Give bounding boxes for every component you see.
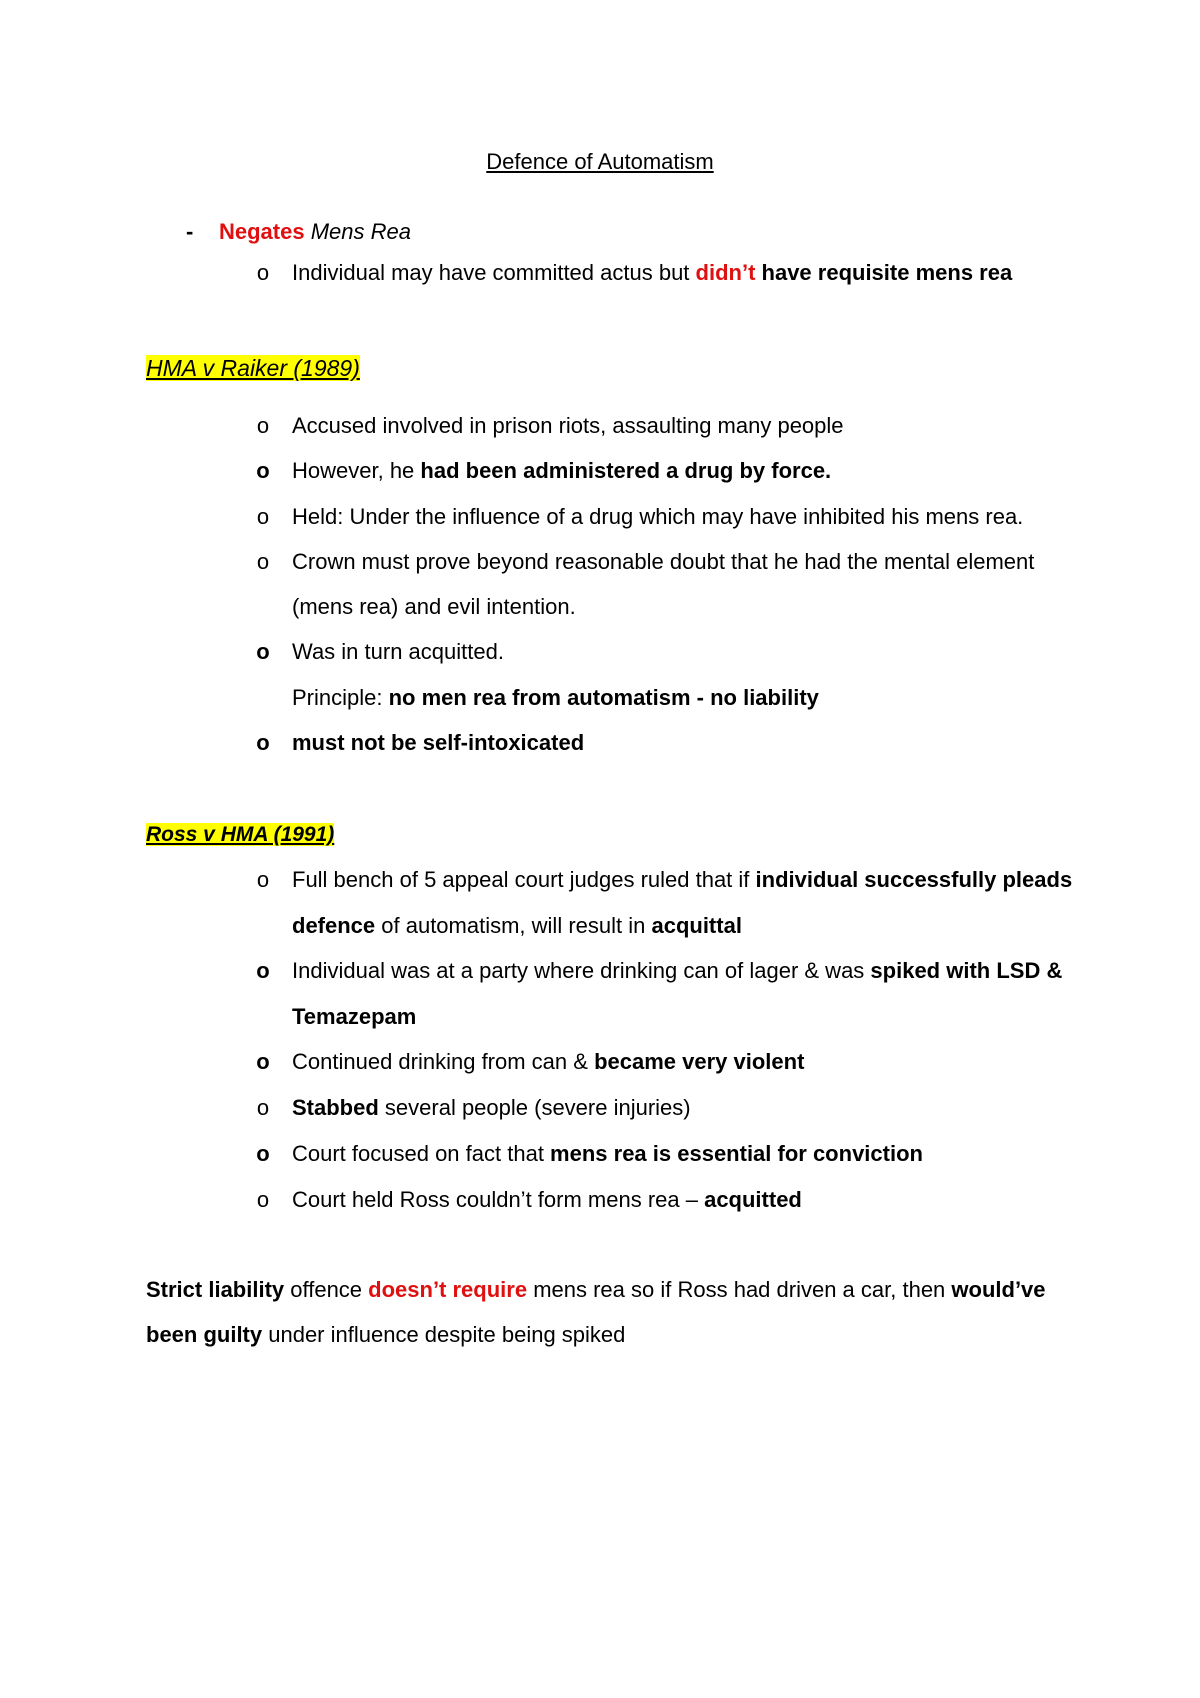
case-heading-ross (146, 821, 334, 849)
list-item: Court held Ross couldn’t form mens rea – acquitted (292, 1187, 802, 1212)
intro-line (219, 218, 411, 246)
circle-bullet-icon: o (256, 413, 270, 438)
principle-line: Principle: no men rea from automatism - no liability (292, 685, 819, 710)
case-heading-raiker (146, 354, 360, 382)
list-item-continuation: (mens rea) and evil intention. (292, 594, 576, 619)
list-item-continuation: Temazepam (292, 1004, 417, 1029)
intro-sub-line (292, 259, 1012, 287)
mens-rea-text: Mens Rea (310, 219, 411, 244)
circle-bullet-icon: o (256, 1141, 270, 1166)
circle-bullet-icon: o (256, 549, 270, 574)
intro-sub-text-2: didn’t (695, 260, 756, 285)
circle-bullet-icon: o (256, 958, 270, 983)
circle-bullet-icon: o (256, 1049, 270, 1074)
list-item: However, he had been administered a drug by force. (292, 458, 832, 483)
dash-bullet: - (186, 219, 194, 244)
circle-bullet-icon: o (256, 1187, 270, 1212)
list-item: must not be self-intoxicated (292, 730, 585, 755)
list-item: Full bench of 5 appeal court judges ruled that if individual successfully pleads (292, 867, 1073, 892)
circle-bullet-icon: o (256, 867, 270, 892)
list-item: Was in turn acquitted. (292, 639, 504, 664)
circle-bullet-icon: o (256, 1095, 270, 1120)
circle-bullet-icon: o (256, 458, 270, 483)
list-item: Court focused on fact that mens rea is essential for conviction (292, 1141, 923, 1166)
conclusion-line-1: Strict liability offence doesn’t require mens rea so if Ross had driven a car, then would’ve (146, 1277, 1046, 1302)
circle-bullet-icon: o (256, 260, 270, 285)
list-item: Continued drinking from can & became very violent (292, 1049, 805, 1074)
list-item: Held: Under the influence of a drug which may have inhibited his mens rea. (292, 504, 1024, 529)
case-heading-ross-text: Ross v HMA (1991) (146, 823, 335, 846)
list-item: Accused involved in prison riots, assaulting many people (292, 413, 844, 438)
conclusion-line-2: been guilty under influence despite being spiked (146, 1322, 626, 1347)
intro-sub-text-1: Individual may have committed actus but (292, 260, 696, 285)
page-title: Defence of Automatism (486, 149, 714, 174)
case-heading-raiker-text: HMA v Raiker (1989) (146, 355, 360, 381)
list-item: Individual was at a party where drinking can of lager & was spiked with LSD & (292, 958, 1063, 983)
circle-bullet-icon: o (256, 639, 270, 664)
negates-text: Negates (219, 219, 305, 244)
circle-bullet-icon: o (256, 504, 270, 529)
list-item: Crown must prove beyond reasonable doubt that he had the mental element (292, 549, 1035, 574)
circle-bullet-icon: o (256, 730, 270, 755)
intro-sub-text-3: have requisite mens rea (755, 260, 1013, 285)
list-item: Stabbed several people (severe injuries) (292, 1095, 691, 1120)
list-item-continuation: defence of automatism, will result in acquittal (292, 913, 742, 938)
